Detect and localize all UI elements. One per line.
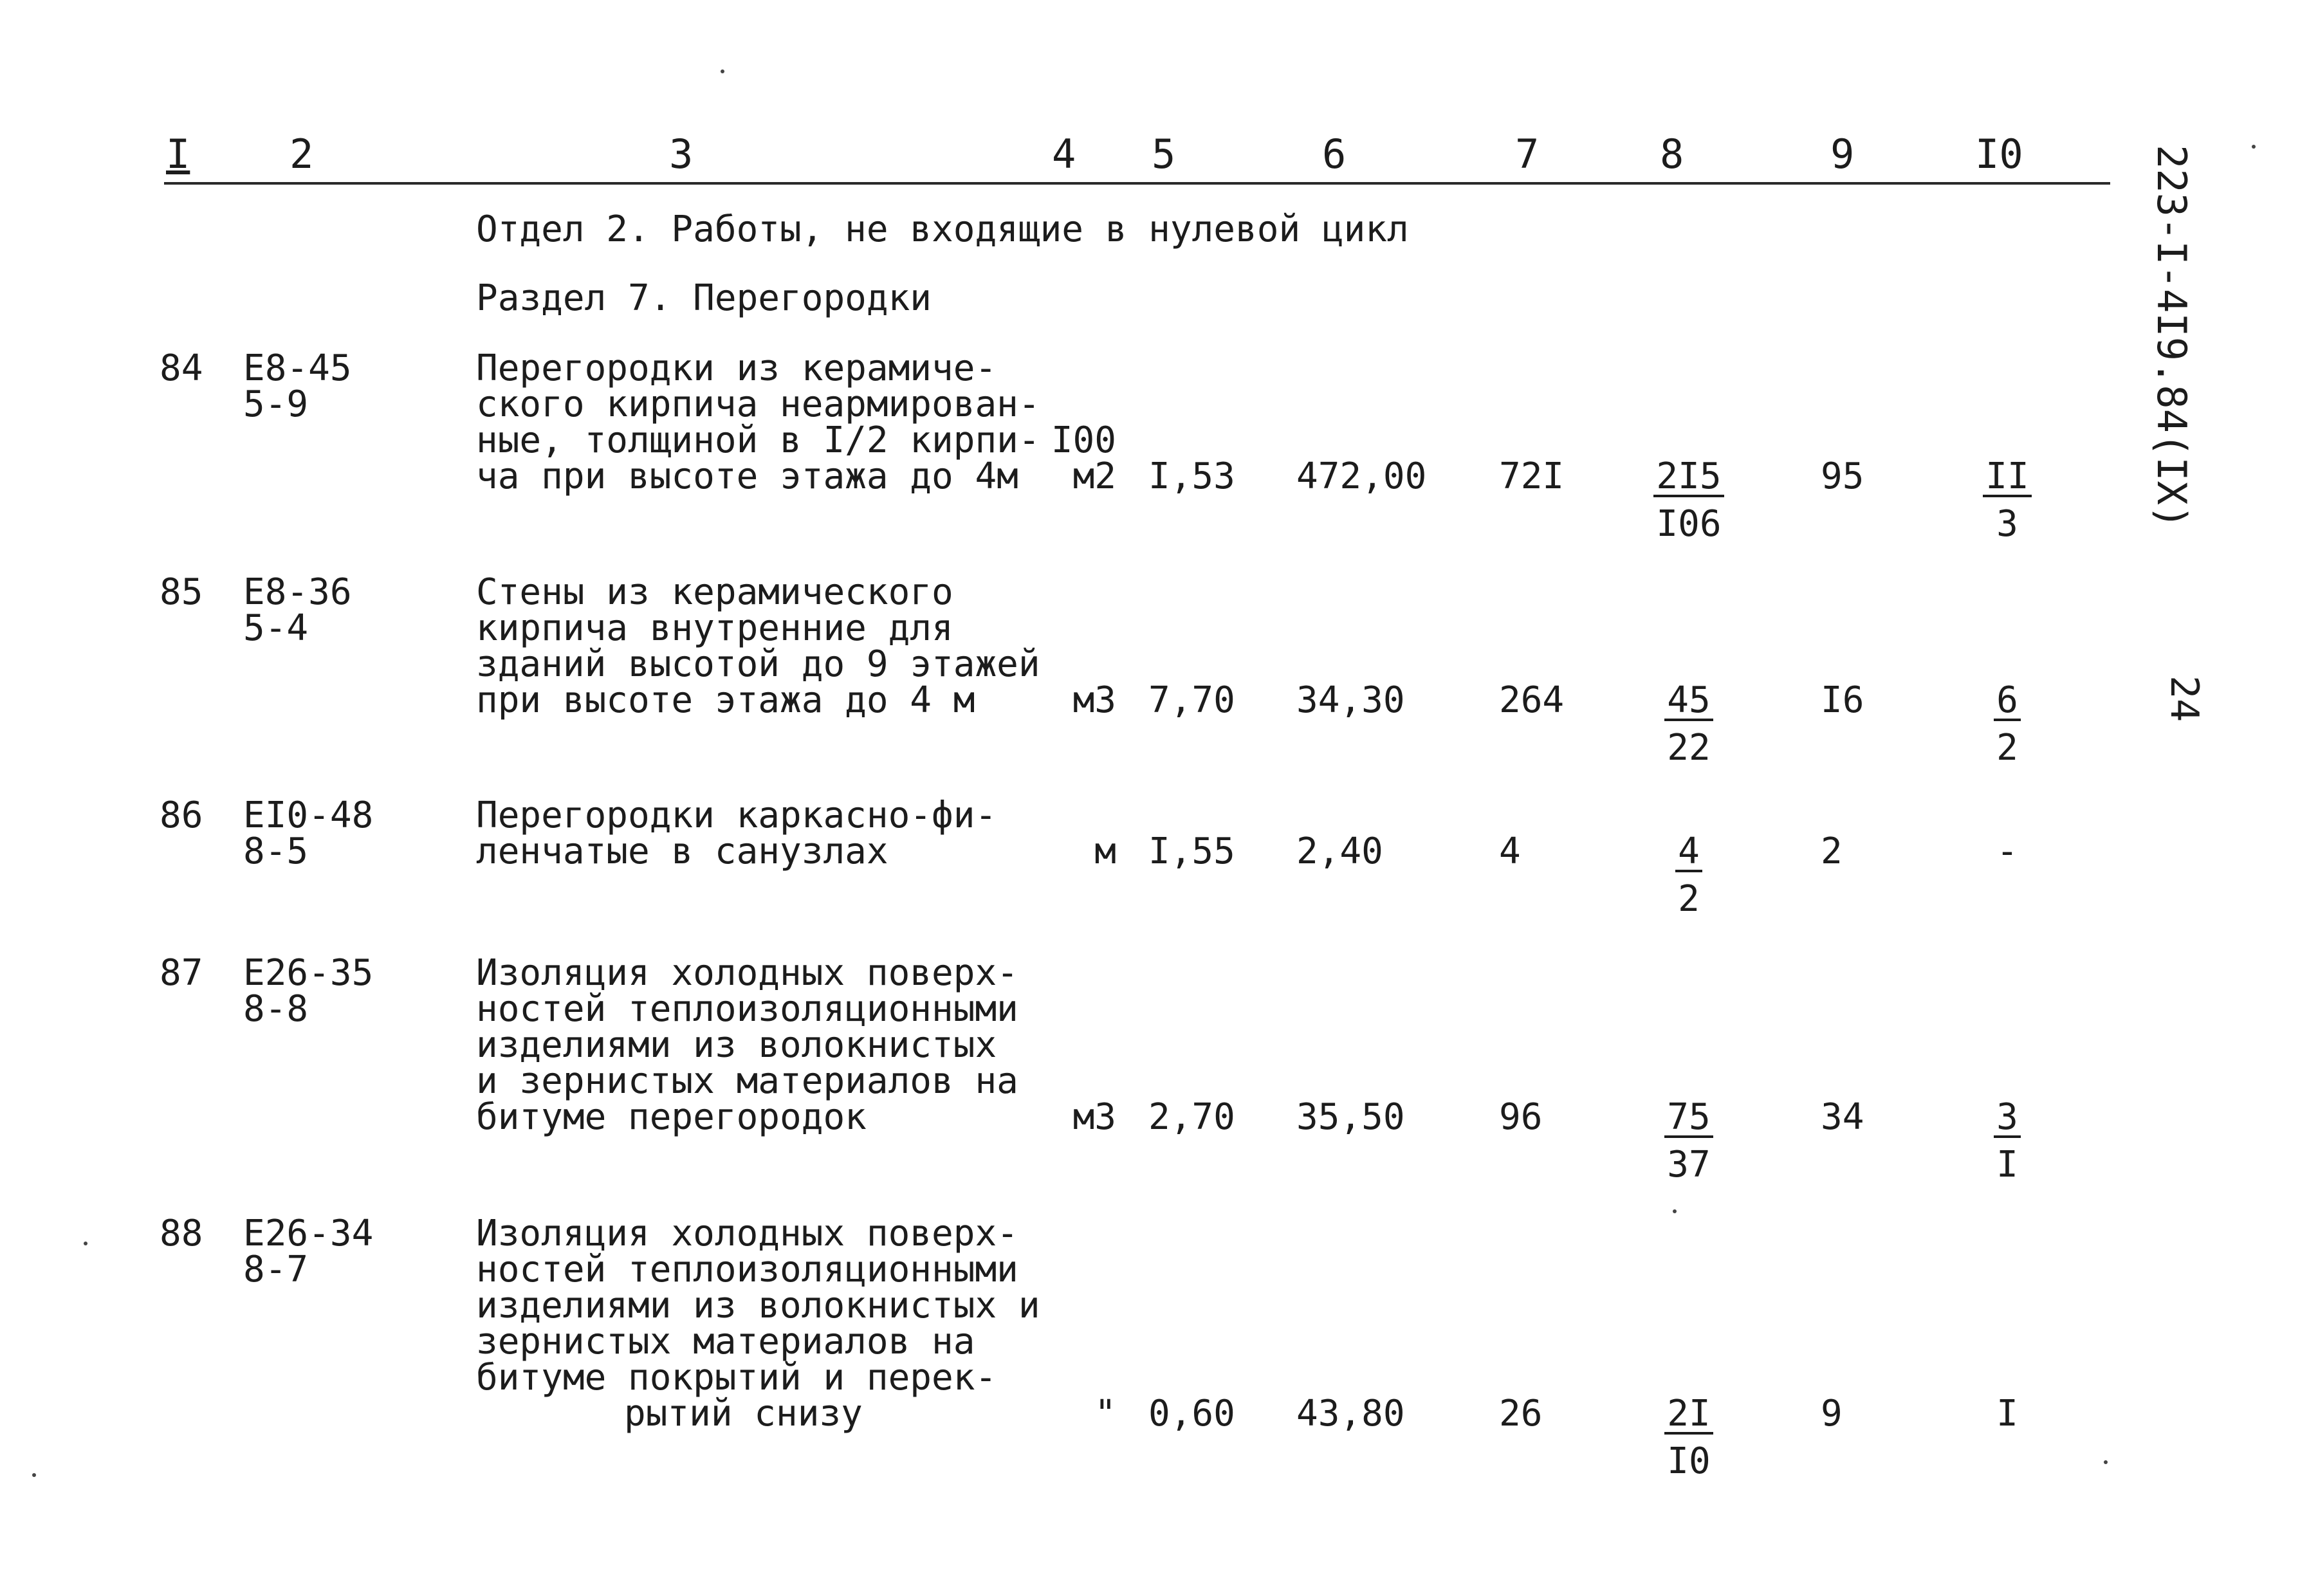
norm-code: Е26-35 8-8	[243, 952, 374, 1030]
row-number: 86	[160, 794, 203, 836]
unit: м3	[1072, 679, 1116, 721]
header-col-6: 6	[1322, 131, 1347, 178]
row-number: 88	[160, 1213, 203, 1254]
scan-speck	[1673, 1209, 1677, 1213]
col7-value: 96	[1499, 1096, 1543, 1138]
col10-value: I	[1996, 1393, 2018, 1435]
document-code: 223-I-4I9.84(IX)	[2148, 145, 2195, 529]
col8-fraction: $\frac{45}{22}$	[1653, 683, 1724, 766]
col10-fraction: $\frac{II}{3}$	[1982, 459, 2033, 542]
col10-fraction: $\frac{6}{2}$	[1982, 683, 2033, 766]
unit: I00 м2	[1051, 419, 1116, 497]
col6-value: 2,40	[1296, 830, 1383, 872]
norm-code: Е26-34 8-7	[243, 1213, 374, 1290]
row-number: 87	[160, 952, 203, 994]
col5-value: 7,70	[1148, 679, 1235, 721]
col9-value: 9	[1821, 1393, 1843, 1435]
col7-value: 4	[1499, 830, 1521, 872]
header-col-2: 2	[290, 131, 314, 178]
norm-code: Е8-36 5-4	[243, 571, 352, 649]
col8-fraction: $\frac{2I5}{I06}$	[1653, 459, 1724, 542]
col8-fraction: $\frac{4}{2}$	[1653, 834, 1724, 917]
header-col-3: 3	[669, 131, 694, 178]
unit: м	[1094, 830, 1116, 872]
col9-value: 34	[1821, 1096, 1864, 1138]
scan-speck	[721, 69, 724, 73]
col6-value: 34,30	[1296, 679, 1405, 721]
scan-speck	[84, 1242, 87, 1245]
col5-value: I,53	[1148, 455, 1235, 497]
work-description: Перегородки из керамиче- ского кирпича неармирован- ные, толщиной в I/2 кирпи- ча при высоте этажа до 4м	[476, 347, 1040, 497]
col6-value: 472,00	[1296, 455, 1427, 497]
header-col-7: 7	[1515, 131, 1540, 178]
norm-code: Е8-45 5-9	[243, 347, 352, 425]
col5-value: I,55	[1148, 830, 1235, 872]
unit: м3	[1072, 1096, 1116, 1138]
col6-value: 35,50	[1296, 1096, 1405, 1138]
col7-value: 264	[1499, 679, 1565, 721]
col10-value: -	[1996, 830, 2018, 872]
header-col-8: 8	[1660, 131, 1684, 178]
col8-fraction: $\frac{75}{37}$	[1653, 1099, 1724, 1183]
scan-speck	[2104, 1460, 2108, 1464]
col9-value: 2	[1821, 830, 1843, 872]
col10-fraction: $\frac{3}{I}$	[1982, 1099, 2033, 1183]
col6-value: 43,80	[1296, 1393, 1405, 1435]
work-description: Стены из керамического кирпича внутренние для зданий высотой до 9 этажей при высоте этажа до 4 м	[476, 571, 1040, 721]
col5-value: 2,70	[1148, 1096, 1235, 1138]
col5-value: 0,60	[1148, 1393, 1235, 1435]
col8-fraction: $\frac{2I}{I0}$	[1653, 1396, 1724, 1480]
norm-code: ЕI0-48 8-5	[243, 794, 374, 872]
header-col-5: 5	[1152, 131, 1176, 178]
work-description: Перегородки каркасно-фи- ленчатые в санузлах	[476, 794, 997, 872]
col9-value: 95	[1821, 455, 1864, 497]
col9-value: I6	[1821, 679, 1864, 721]
unit: "	[1094, 1393, 1116, 1435]
col7-value: 72I	[1499, 455, 1565, 497]
row-number: 84	[160, 347, 203, 389]
scan-speck	[32, 1473, 36, 1477]
header-col-10: I0	[1975, 131, 2023, 178]
col7-value: 26	[1499, 1393, 1543, 1435]
header-col-4: 4	[1052, 131, 1076, 178]
header-rule	[164, 182, 2110, 185]
page-number: 24	[2162, 675, 2207, 722]
header-col-1: I	[166, 131, 190, 178]
work-description: Изоляция холодных поверх- ностей теплоизоляционными изделиями из волокнистых и зернистых материалов на битуме покрытий и перек- рытий снизу	[476, 1213, 1040, 1435]
subsection-title: Раздел 7. Перегородки	[476, 277, 932, 319]
section-title: Отдел 2. Работы, не входящие в нулевой цикл	[476, 208, 1409, 250]
scan-speck	[2252, 145, 2256, 149]
row-number: 85	[160, 571, 203, 613]
header-col-9: 9	[1830, 131, 1855, 178]
work-description: Изоляция холодных поверх- ностей теплоизоляционными изделиями из волокнистых и зернистых материалов на битуме перегородок	[476, 952, 1018, 1138]
